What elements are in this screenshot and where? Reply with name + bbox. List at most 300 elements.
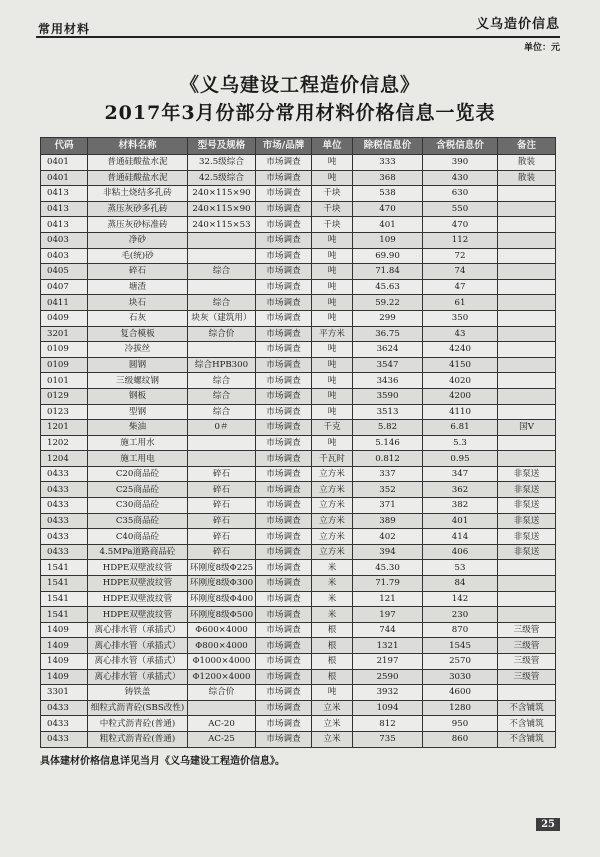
table-cell: 净砂 — [88, 232, 188, 248]
table-cell: 0401 — [41, 170, 88, 186]
table-cell: 不含铺筑 — [498, 731, 556, 747]
table-cell: 0403 — [41, 232, 88, 248]
table-cell: 389 — [353, 513, 423, 529]
table-cell: 市场调查 — [256, 451, 312, 467]
table-row — [41, 420, 556, 436]
table-cell: 离心排水管（承插式） — [88, 638, 188, 654]
table-cell: 333 — [353, 155, 423, 171]
table-cell: 43 — [423, 326, 498, 342]
section-label: 常用材料 — [38, 22, 91, 36]
table-row — [41, 373, 556, 389]
table-cell: 0433 — [41, 716, 88, 732]
table-cell: 米 — [312, 607, 353, 623]
table-cell: 立方米 — [312, 482, 353, 498]
page-number: 25 — [536, 818, 560, 831]
table-cell: 市场调查 — [256, 638, 312, 654]
table-cell: 环刚度8级Φ500 — [188, 607, 256, 623]
table-cell: 市场调查 — [256, 700, 312, 716]
table-cell: 1541 — [41, 607, 88, 623]
table-cell: 71.79 — [353, 576, 423, 592]
table-cell: 0413 — [41, 186, 88, 202]
table-cell: 1204 — [41, 451, 88, 467]
table-cell: 0.812 — [353, 451, 423, 467]
table-cell: 市场调查 — [256, 669, 312, 685]
table-cell: 3301 — [41, 685, 88, 701]
table-cell: 环刚度8级Φ400 — [188, 591, 256, 607]
column-header: 除税信息价 — [353, 138, 423, 155]
table-cell: 碎石 — [188, 498, 256, 514]
table-cell: 0405 — [41, 264, 88, 280]
table-cell — [498, 342, 556, 358]
table-cell: 3436 — [353, 373, 423, 389]
table-cell: 市场调查 — [256, 388, 312, 404]
table-cell: 米 — [312, 576, 353, 592]
table-row — [41, 560, 556, 576]
table-cell — [498, 607, 556, 623]
table-row — [41, 264, 556, 280]
table-cell: Φ1200×4000 — [188, 669, 256, 685]
table-cell: 362 — [423, 482, 498, 498]
table-cell: 1409 — [41, 638, 88, 654]
table-cell: 550 — [423, 201, 498, 217]
table-row — [41, 731, 556, 747]
table-cell: 综合 — [188, 388, 256, 404]
table-cell: 柴油 — [88, 420, 188, 436]
price-table — [40, 137, 556, 748]
table-cell: 市场调查 — [256, 498, 312, 514]
table-cell: 3624 — [353, 342, 423, 358]
table-cell — [498, 357, 556, 373]
table-cell: 塘渣 — [88, 279, 188, 295]
table-cell: 0109 — [41, 342, 88, 358]
header-rule — [36, 36, 560, 38]
table-row — [41, 607, 556, 623]
table-cell: 综合价 — [188, 685, 256, 701]
table-cell: 根 — [312, 638, 353, 654]
table-cell: 市场调查 — [256, 466, 312, 482]
column-header: 代码 — [41, 138, 88, 155]
table-cell: 散装 — [498, 155, 556, 171]
footnote: 具体建材价格信息详见当月《义乌建设工程造价信息》。 — [40, 756, 285, 767]
table-cell: 市场调查 — [256, 622, 312, 638]
table-row — [41, 685, 556, 701]
table-cell — [498, 201, 556, 217]
table-cell: 吨 — [312, 357, 353, 373]
table-cell: 碎石 — [188, 482, 256, 498]
table-cell: 米 — [312, 591, 353, 607]
table-row — [41, 576, 556, 592]
table-cell: 吨 — [312, 279, 353, 295]
table-cell: 施工用电 — [88, 451, 188, 467]
table-cell: 3932 — [353, 685, 423, 701]
table-cell: 吨 — [312, 310, 353, 326]
column-header: 单位 — [312, 138, 353, 155]
table-cell: 离心排水管（承插式） — [88, 654, 188, 670]
table-cell: 市场调查 — [256, 248, 312, 264]
table-cell: 市场调查 — [256, 529, 312, 545]
table-cell: 3201 — [41, 326, 88, 342]
table-cell: 中粒式沥青砼(普通) — [88, 716, 188, 732]
table-row — [41, 591, 556, 607]
table-cell: 环刚度8级Φ225 — [188, 560, 256, 576]
table-cell: 5.146 — [353, 435, 423, 451]
table-cell: 立方米 — [312, 513, 353, 529]
table-cell — [498, 264, 556, 280]
table-cell: 平方米 — [312, 326, 353, 342]
table-cell: 109 — [353, 232, 423, 248]
table-cell — [498, 451, 556, 467]
table-cell: 吨 — [312, 232, 353, 248]
table-cell: AC-25 — [188, 731, 256, 747]
table-cell: 6.81 — [423, 420, 498, 436]
table-cell: 45.30 — [353, 560, 423, 576]
table-row — [41, 357, 556, 373]
column-header: 型号及规格 — [188, 138, 256, 155]
table-cell: 综合HPB300 — [188, 357, 256, 373]
table-cell: 施工用水 — [88, 435, 188, 451]
table-cell: 市场调查 — [256, 373, 312, 389]
table-cell: 蒸压灰砂多孔砖 — [88, 201, 188, 217]
table-cell: 散装 — [498, 170, 556, 186]
table-cell: Φ600×4000 — [188, 622, 256, 638]
table-cell: Φ800×4000 — [188, 638, 256, 654]
table-cell: 市场调查 — [256, 591, 312, 607]
table-row — [41, 232, 556, 248]
table-cell: 市场调查 — [256, 342, 312, 358]
table-cell: 414 — [423, 529, 498, 545]
table-cell: C25商品砼 — [88, 482, 188, 498]
table-cell: 630 — [423, 186, 498, 202]
table-cell: 立米 — [312, 716, 353, 732]
table-cell: 0.95 — [423, 451, 498, 467]
table-cell: 毛(统)砂 — [88, 248, 188, 264]
table-cell: 470 — [353, 201, 423, 217]
table-cell: 根 — [312, 669, 353, 685]
table-cell: 非泵送 — [498, 466, 556, 482]
table-cell: 2197 — [353, 654, 423, 670]
table-row — [41, 342, 556, 358]
table-cell — [188, 342, 256, 358]
table-cell: 离心排水管（承插式） — [88, 669, 188, 685]
table-cell: 立米 — [312, 700, 353, 716]
table-row — [41, 279, 556, 295]
column-header: 备注 — [498, 138, 556, 155]
title-line-2: 2017年3月份部分常用材料价格信息一览表 — [104, 102, 496, 124]
table-cell: 3513 — [353, 404, 423, 420]
table-row — [41, 654, 556, 670]
table-cell: 950 — [423, 716, 498, 732]
table-cell: 368 — [353, 170, 423, 186]
table-cell: 1201 — [41, 420, 88, 436]
table-cell: AC-20 — [188, 716, 256, 732]
table-cell: 吨 — [312, 155, 353, 171]
table-row — [41, 155, 556, 171]
table-cell: 市场调查 — [256, 544, 312, 560]
table-cell: 市场调查 — [256, 295, 312, 311]
table-row — [41, 388, 556, 404]
table-row — [41, 716, 556, 732]
table-cell: Φ1000×4000 — [188, 654, 256, 670]
table-cell: 352 — [353, 482, 423, 498]
table-cell: 不含铺筑 — [498, 700, 556, 716]
table-cell: 4240 — [423, 342, 498, 358]
table-cell: 市场调查 — [256, 310, 312, 326]
table-cell: 0411 — [41, 295, 88, 311]
table-cell: 401 — [423, 513, 498, 529]
table-cell: C35商品砼 — [88, 513, 188, 529]
table-cell: 块灰（建筑用） — [188, 310, 256, 326]
table-cell: 市场调查 — [256, 731, 312, 747]
table-cell: 74 — [423, 264, 498, 280]
table-cell: 市场调查 — [256, 217, 312, 233]
table-cell: 142 — [423, 591, 498, 607]
table-cell: 市场调查 — [256, 560, 312, 576]
table-cell: 240×115×90 — [188, 186, 256, 202]
table-cell — [498, 279, 556, 295]
table-cell: 430 — [423, 170, 498, 186]
table-cell: 综合价 — [188, 326, 256, 342]
table-cell: 1094 — [353, 700, 423, 716]
table-cell: 1409 — [41, 654, 88, 670]
table-cell: 碎石 — [188, 544, 256, 560]
table-cell: 碎石 — [88, 264, 188, 280]
table-row — [41, 170, 556, 186]
table-cell: 299 — [353, 310, 423, 326]
table-cell: 冷拔丝 — [88, 342, 188, 358]
table-cell: 细粒式沥青砼(SBS改性) — [88, 700, 188, 716]
table-cell: 吨 — [312, 685, 353, 701]
table-cell: HDPE双壁波纹管 — [88, 591, 188, 607]
table-row — [41, 310, 556, 326]
publication-name: 义乌造价信息 — [475, 17, 560, 32]
table-cell: 2590 — [353, 669, 423, 685]
table-row — [41, 404, 556, 420]
table-cell: 市场调查 — [256, 420, 312, 436]
table-cell: 112 — [423, 232, 498, 248]
column-header: 市场/品牌 — [256, 138, 312, 155]
table-cell: 立方米 — [312, 544, 353, 560]
table-cell: 2570 — [423, 654, 498, 670]
table-cell: 0401 — [41, 155, 88, 171]
table-cell: 59.22 — [353, 295, 423, 311]
table-cell: 1409 — [41, 622, 88, 638]
table-cell — [498, 248, 556, 264]
table-row — [41, 248, 556, 264]
table-cell: 离心排水管（承插式） — [88, 622, 188, 638]
table-cell: 1202 — [41, 435, 88, 451]
table-cell: 0433 — [41, 466, 88, 482]
table-cell: 350 — [423, 310, 498, 326]
table-cell: 870 — [423, 622, 498, 638]
table-cell: 市场调查 — [256, 404, 312, 420]
table-cell: 非泵送 — [498, 482, 556, 498]
table-cell: 根 — [312, 622, 353, 638]
table-cell: 84 — [423, 576, 498, 592]
table-cell: 千块 — [312, 201, 353, 217]
table-cell: 市场调查 — [256, 654, 312, 670]
column-header: 材料名称 — [88, 138, 188, 155]
unit-label: 单位：元 — [523, 43, 560, 53]
table-cell: 1321 — [353, 638, 423, 654]
table-row — [41, 435, 556, 451]
table-cell: 860 — [423, 731, 498, 747]
table-cell: 0101 — [41, 373, 88, 389]
table-cell: 市场调查 — [256, 607, 312, 623]
table-cell: 非粘土烧结多孔砖 — [88, 186, 188, 202]
table-body — [41, 155, 556, 748]
table-cell: 0433 — [41, 700, 88, 716]
table-row — [41, 201, 556, 217]
table-cell: 0433 — [41, 498, 88, 514]
table-cell: 0123 — [41, 404, 88, 420]
table-cell: 71.84 — [353, 264, 423, 280]
table-cell: 0129 — [41, 388, 88, 404]
table-row — [41, 326, 556, 342]
table-cell: 5.3 — [423, 435, 498, 451]
table-cell: 1541 — [41, 576, 88, 592]
table-cell: 碎石 — [188, 513, 256, 529]
table-cell — [498, 217, 556, 233]
table-cell: 0433 — [41, 544, 88, 560]
table-cell: 市场调查 — [256, 716, 312, 732]
table-cell: 吨 — [312, 248, 353, 264]
table-cell: 371 — [353, 498, 423, 514]
table-cell: 69.90 — [353, 248, 423, 264]
table-cell — [498, 326, 556, 342]
table-cell: 非泵送 — [498, 498, 556, 514]
table-row — [41, 622, 556, 638]
table-cell — [498, 373, 556, 389]
table-cell: 吨 — [312, 404, 353, 420]
table-cell: HDPE双壁波纹管 — [88, 607, 188, 623]
table-cell: 735 — [353, 731, 423, 747]
table-cell: C40商品砼 — [88, 529, 188, 545]
table-cell: 538 — [353, 186, 423, 202]
table-cell: 市场调查 — [256, 326, 312, 342]
table-cell: 1545 — [423, 638, 498, 654]
table-row — [41, 544, 556, 560]
title-line-1: 《义乌建设工程造价信息》 — [179, 74, 420, 96]
table-cell: 三级管 — [498, 669, 556, 685]
table-cell: 1541 — [41, 560, 88, 576]
table-cell — [188, 248, 256, 264]
table-cell: 吨 — [312, 170, 353, 186]
table-row — [41, 700, 556, 716]
table-cell: 立方米 — [312, 466, 353, 482]
table-row — [41, 217, 556, 233]
table-cell: 不含铺筑 — [498, 716, 556, 732]
table-cell: 401 — [353, 217, 423, 233]
table-cell: 4110 — [423, 404, 498, 420]
table-row — [41, 466, 556, 482]
table-cell: C30商品砼 — [88, 498, 188, 514]
table-cell: 32.5级综合 — [188, 155, 256, 171]
table-row — [41, 186, 556, 202]
table-cell: 三级螺纹钢 — [88, 373, 188, 389]
table-row — [41, 295, 556, 311]
table-cell: 复合模板 — [88, 326, 188, 342]
table-cell: 406 — [423, 544, 498, 560]
table-cell: 吨 — [312, 388, 353, 404]
table-cell: 4020 — [423, 373, 498, 389]
table-cell: 337 — [353, 466, 423, 482]
table-cell: 根 — [312, 654, 353, 670]
table-cell — [498, 560, 556, 576]
table-cell: 千克 — [312, 420, 353, 436]
table-cell: 市场调查 — [256, 279, 312, 295]
table-cell: 非泵送 — [498, 529, 556, 545]
table-cell: 市场调查 — [256, 685, 312, 701]
table-cell: 市场调查 — [256, 186, 312, 202]
table-cell: 0109 — [41, 357, 88, 373]
table-cell: 千瓦时 — [312, 451, 353, 467]
table-cell: 吨 — [312, 435, 353, 451]
table-cell: 吨 — [312, 295, 353, 311]
table-cell — [498, 591, 556, 607]
table-cell: 千块 — [312, 217, 353, 233]
table-cell: HDPE双壁波纹管 — [88, 560, 188, 576]
table-row — [41, 498, 556, 514]
table-cell: 非泵送 — [498, 513, 556, 529]
table-cell: 市场调查 — [256, 264, 312, 280]
table-cell: 综合 — [188, 404, 256, 420]
table-cell — [498, 404, 556, 420]
table-cell: 0403 — [41, 248, 88, 264]
table-cell: 蒸压灰砂标准砖 — [88, 217, 188, 233]
table-cell: 5.82 — [353, 420, 423, 436]
table-cell — [188, 435, 256, 451]
table-cell: 米 — [312, 560, 353, 576]
table-row — [41, 513, 556, 529]
table-cell: 4200 — [423, 388, 498, 404]
table-cell: 0407 — [41, 279, 88, 295]
table-row — [41, 482, 556, 498]
table-cell: 230 — [423, 607, 498, 623]
table-cell: 吨 — [312, 373, 353, 389]
table-cell: 0433 — [41, 513, 88, 529]
table-cell: 3030 — [423, 669, 498, 685]
table-cell: 394 — [353, 544, 423, 560]
table-cell — [498, 295, 556, 311]
table-cell: 4.5MPa道路商品砼 — [88, 544, 188, 560]
table-cell: 市场调查 — [256, 435, 312, 451]
table-cell: 立方米 — [312, 498, 353, 514]
table-cell: 53 — [423, 560, 498, 576]
table-cell: 环刚度8级Φ300 — [188, 576, 256, 592]
table-cell: 综合 — [188, 264, 256, 280]
table-cell: 72 — [423, 248, 498, 264]
table-cell: 4150 — [423, 357, 498, 373]
table-cell: 347 — [423, 466, 498, 482]
table-cell: 382 — [423, 498, 498, 514]
table-cell: 碎石 — [188, 466, 256, 482]
table-cell — [498, 685, 556, 701]
table-cell: 0409 — [41, 310, 88, 326]
table-cell — [498, 186, 556, 202]
table-cell: 三级管 — [498, 654, 556, 670]
table-cell: 型钢 — [88, 404, 188, 420]
table-cell: 61 — [423, 295, 498, 311]
table-cell: 市场调查 — [256, 513, 312, 529]
table-cell: 45.63 — [353, 279, 423, 295]
table-cell: 立米 — [312, 731, 353, 747]
table-cell: 240×115×53 — [188, 217, 256, 233]
table-cell: 1280 — [423, 700, 498, 716]
table-cell: 综合 — [188, 373, 256, 389]
table-cell: 三级管 — [498, 638, 556, 654]
table-cell: 普通硅酸盐水泥 — [88, 155, 188, 171]
table-cell: 240×115×90 — [188, 201, 256, 217]
